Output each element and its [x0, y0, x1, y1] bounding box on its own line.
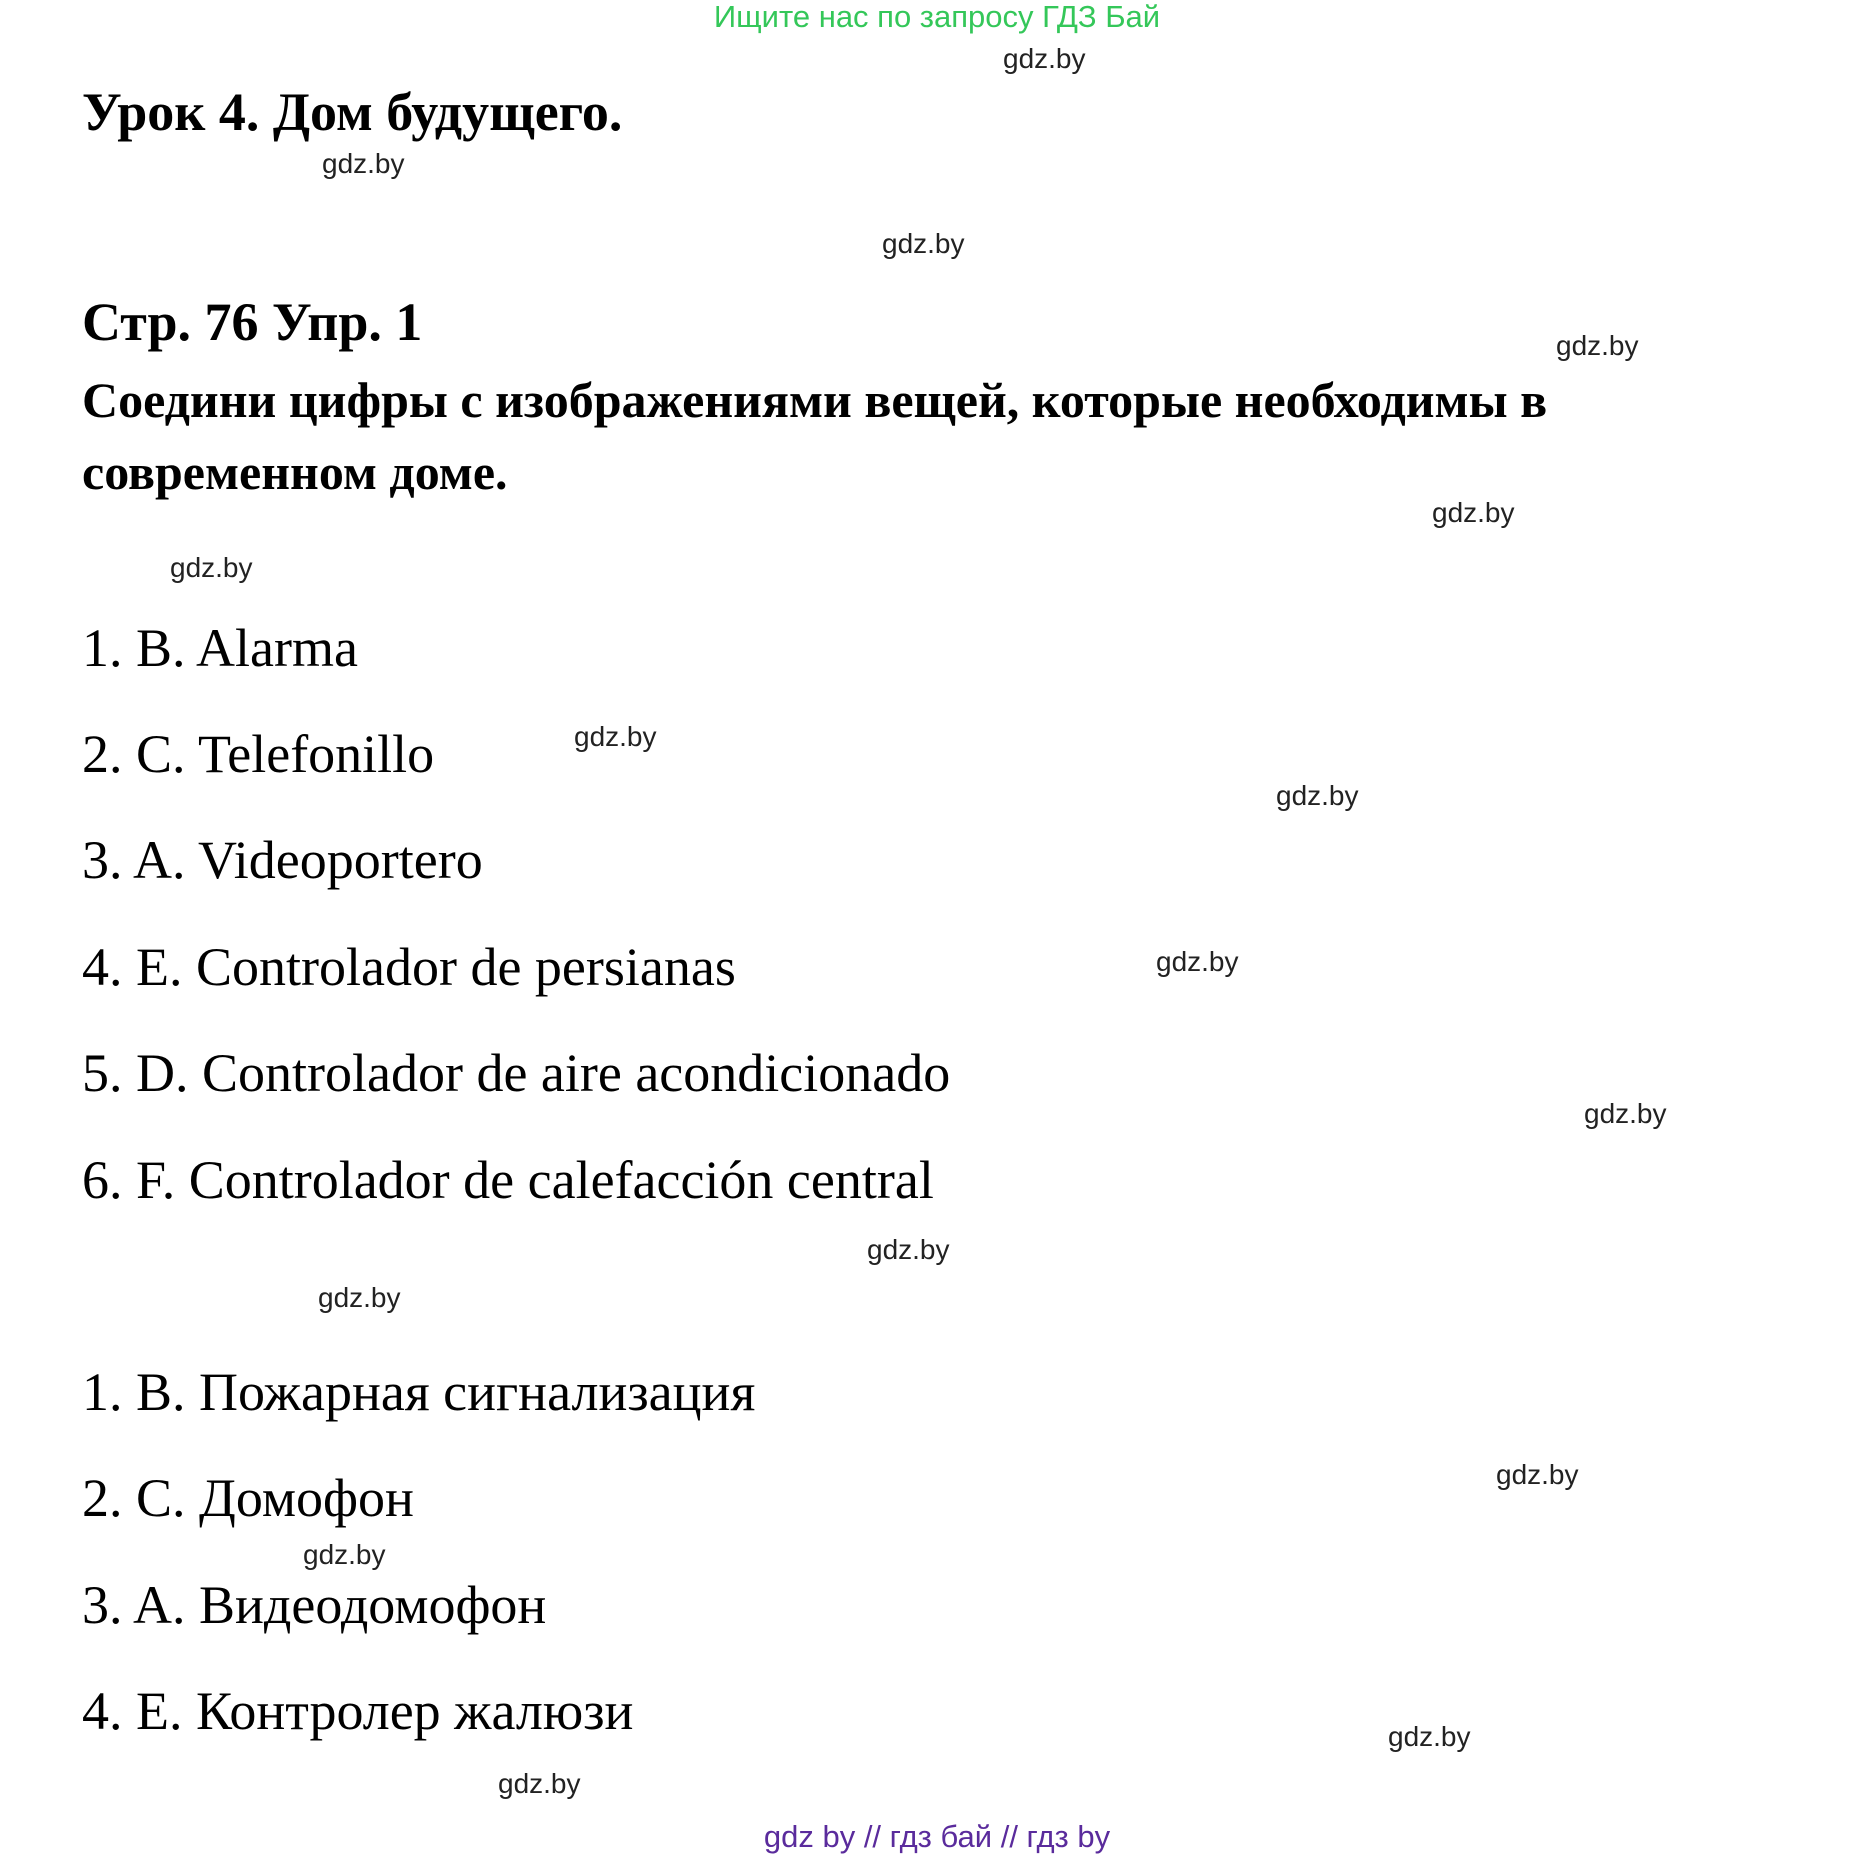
answer-ru-4: 4. E. Контролер жалюзи: [82, 1681, 634, 1741]
watermark: gdz.by: [322, 148, 405, 179]
lesson-title: Урок 4. Дом будущего.: [82, 82, 623, 142]
watermark: gdz.by: [1496, 1459, 1579, 1490]
watermark: gdz.by: [1003, 43, 1086, 74]
watermark: gdz.by: [170, 552, 253, 583]
watermark: gdz.by: [303, 1539, 386, 1570]
watermark: gdz.by: [574, 721, 657, 752]
watermark: gdz.by: [318, 1282, 401, 1313]
answer-es-6: 6. F. Controlador de calefacción central: [82, 1150, 934, 1210]
watermark: gdz.by: [882, 228, 965, 259]
page-reference: Стр. 76 Упр. 1: [82, 292, 423, 352]
answer-es-3: 3. A. Videoportero: [82, 830, 483, 890]
answer-ru-1: 1. B. Пожарная сигнализация: [82, 1362, 756, 1422]
watermark: gdz.by: [1556, 330, 1639, 361]
watermark: gdz.by: [1584, 1098, 1667, 1129]
watermark: gdz.by: [1156, 946, 1239, 977]
search-banner[interactable]: Ищите нас по запросу ГДЗ Бай: [713, 0, 1161, 34]
answer-ru-3: 3. A. Видеодомофон: [82, 1575, 547, 1635]
answer-es-5: 5. D. Controlador de aire acondicionado: [82, 1043, 951, 1103]
watermark: gdz.by: [498, 1768, 581, 1799]
answer-es-2: 2. C. Telefonillo: [82, 724, 435, 784]
answer-es-1: 1. B. Alarma: [82, 618, 358, 678]
watermark: gdz.by: [867, 1234, 950, 1265]
answer-ru-2: 2. C. Домофон: [82, 1468, 414, 1528]
watermark: gdz.by: [1432, 497, 1515, 528]
watermark: gdz.by: [1276, 780, 1359, 811]
answer-es-4: 4. E. Controlador de persianas: [82, 937, 736, 997]
watermark: gdz.by: [1388, 1721, 1471, 1752]
footer-links[interactable]: gdz by // гдз бай // гдз by: [763, 1819, 1111, 1854]
task-instruction: Соедини цифры с изображениями вещей, которые необходимы в современном доме.: [82, 372, 1548, 500]
